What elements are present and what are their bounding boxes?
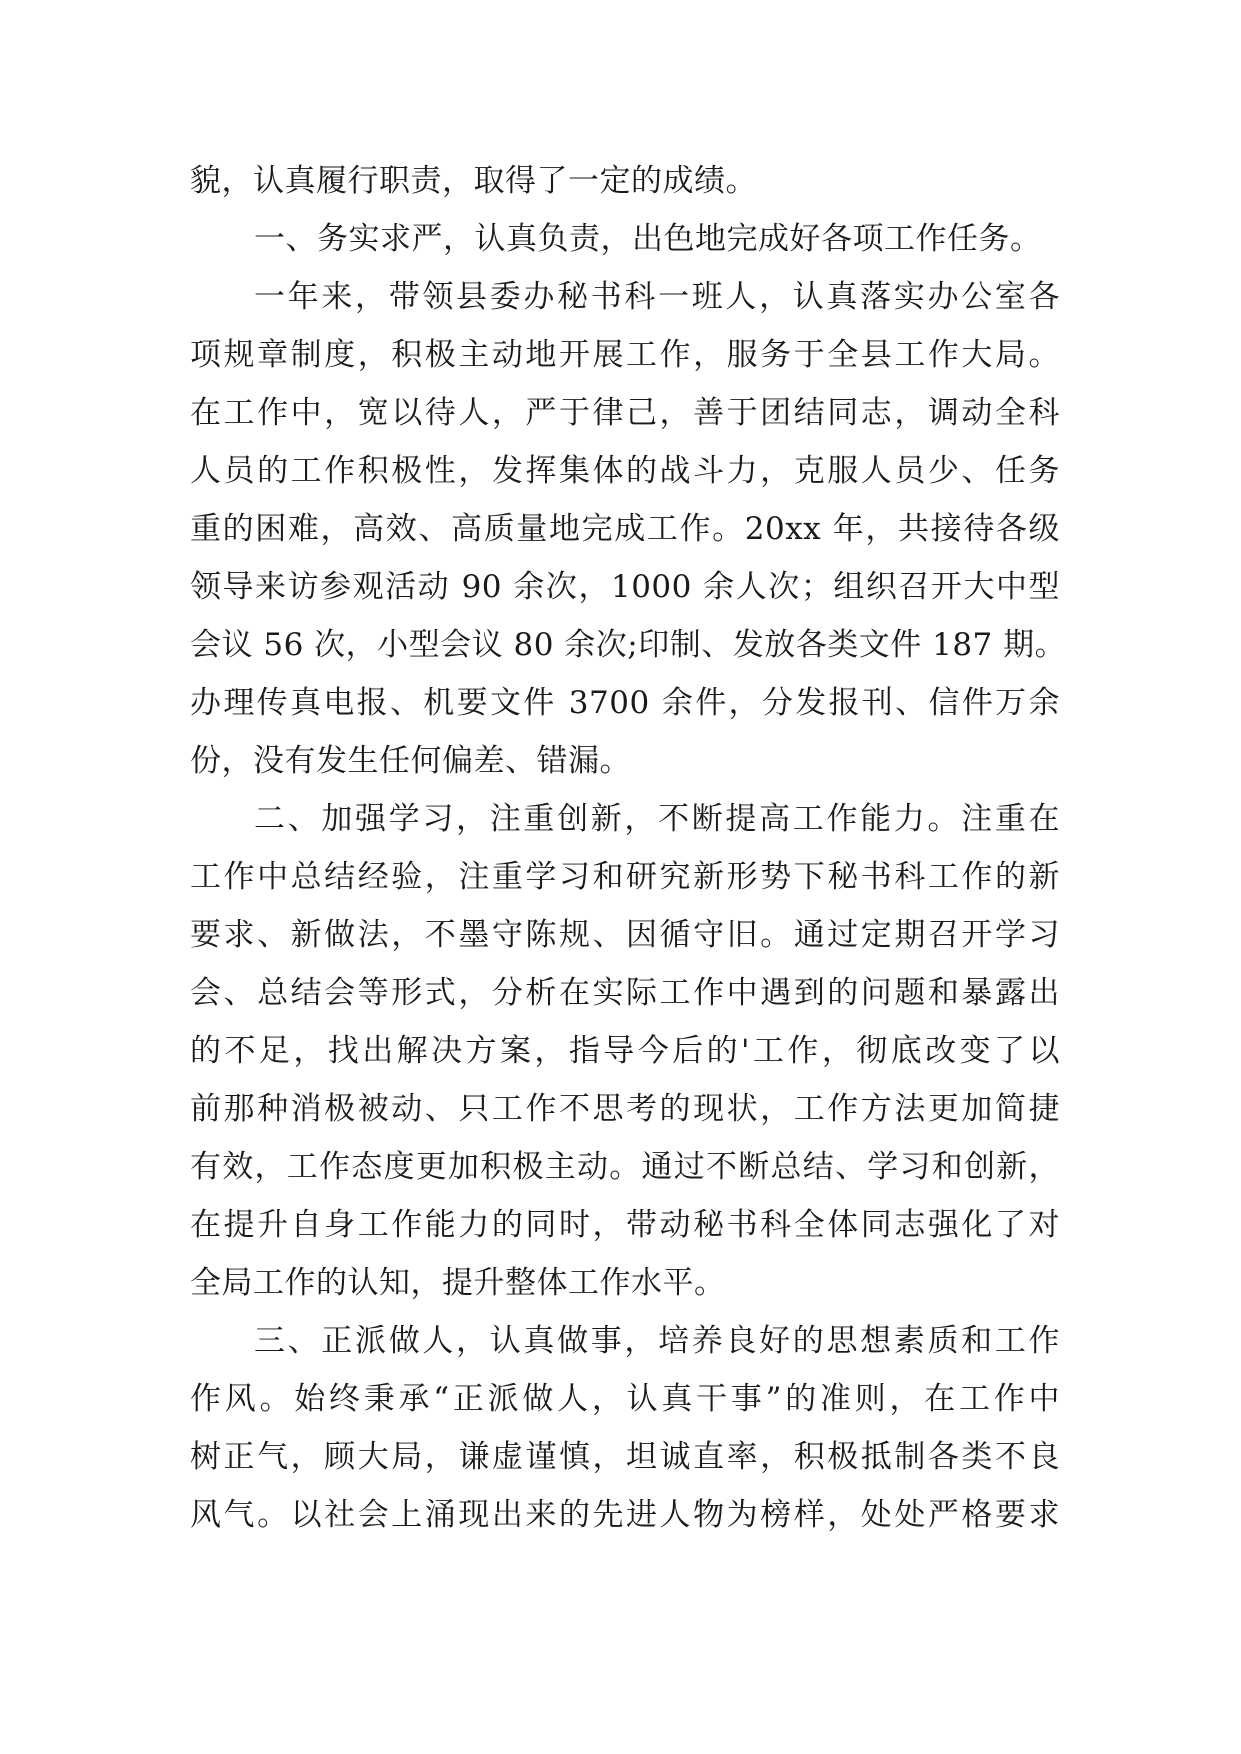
text-line: 一年来，带领县委办秘书科一班人，认真落实办公室各 — [254, 279, 1060, 315]
text-line: 项规章制度，积极主动地开展工作，服务于全县工作大局。 — [190, 337, 1060, 373]
text-line: 前那种消极被动、只工作不思考的现状，工作方法更加简捷 — [190, 1091, 1060, 1127]
text-line: 二、加强学习，注重创新，不断提高工作能力。注重在 — [254, 801, 1060, 837]
text-line: 份，没有发生任何偏差、错漏。 — [190, 743, 631, 779]
text-line: 有效，工作态度更加积极主动。通过不断总结、学习和创新， — [190, 1149, 1060, 1185]
text-line: 在工作中，宽以待人，严于律己，善于团结同志，调动全科 — [190, 395, 1060, 431]
text-line: 全局工作的认知，提升整体工作水平。 — [190, 1265, 726, 1301]
text-line: 貌，认真履行职责，取得了一定的成绩。 — [190, 163, 757, 199]
text-line: 会、总结会等形式，分析在实际工作中遇到的问题和暴露出 — [190, 975, 1060, 1011]
text-line: 在提升自身工作能力的同时，带动秘书科全体同志强化了对 — [190, 1207, 1060, 1243]
text-line: 三、正派做人，认真做事，培养良好的思想素质和工作 — [254, 1323, 1060, 1359]
text-line: 重的困难，高效、高质量地完成工作。20xx 年，共接待各级 — [190, 511, 1060, 547]
text-line: 领导来访参观活动 90 余次，1000 余人次；组织召开大中型 — [190, 569, 1060, 605]
text-line: 工作中总结经验，注重学习和研究新形势下秘书科工作的新 — [190, 859, 1060, 895]
text-line: 人员的工作积极性，发挥集体的战斗力，克服人员少、任务 — [190, 453, 1060, 489]
text-line: 作风。始终秉承“正派做人，认真干事”的准则，在工作中 — [190, 1381, 1060, 1417]
text-line: 要求、新做法，不墨守陈规、因循守旧。通过定期召开学习 — [190, 917, 1060, 953]
text-line: 树正气，顾大局，谦虚谨慎，坦诚直率，积极抵制各类不良 — [190, 1439, 1060, 1475]
text-line: 风气。以社会上涌现出来的先进人物为榜样，处处严格要求 — [190, 1497, 1060, 1533]
text-line: 的不足，找出解决方案，指导今后的'工作，彻底改变了以 — [190, 1033, 1060, 1069]
text-line: 办理传真电报、机要文件 3700 余件，分发报刊、信件万余 — [190, 685, 1060, 721]
text-line: 会议 56 次，小型会议 80 余次;印制、发放各类文件 187 期。 — [190, 627, 1067, 663]
text-line: 一、务实求严，认真负责，出色地完成好各项工作任务。 — [254, 221, 1042, 257]
document-body — [190, 152, 1067, 1544]
